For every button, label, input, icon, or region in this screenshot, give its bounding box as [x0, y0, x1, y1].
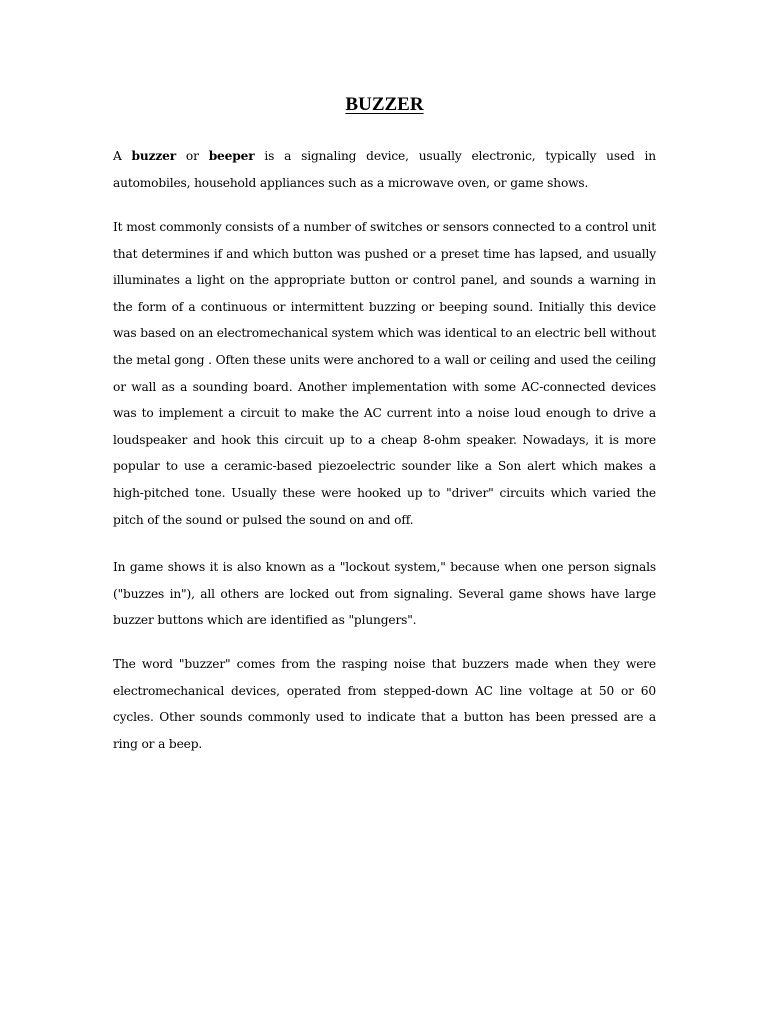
paragraph-definition-text-2: or	[176, 149, 209, 163]
term-beeper: beeper	[208, 149, 255, 163]
paragraph-definition-text-3: is a signaling device, usually electronic, typically used in automobiles, household appliances such as a microwave oven, or game shows.	[113, 149, 656, 190]
paragraph-etymology: The word "buzzer" comes from the rasping noise that buzzers made when they were electromechanical devices, operated from stepped-down AC line voltage at 50 or 60 cycles. Other sounds commonly used to indicate that a button has been pressed are a ring or a beep.	[113, 657, 656, 751]
paragraph-definition-text-1: A	[113, 149, 132, 163]
paragraph-definition	[113, 143, 656, 196]
term-buzzer: buzzer	[131, 149, 177, 163]
document-page	[113, 0, 656, 1024]
paragraph-description: It most commonly consists of a number of switches or sensors connected to a control unit that determines if and which button was pushed or a preset time has lapsed, and usually illuminates a light on the appropriate button or control panel, and sounds a warning in the form of a continuous or intermittent buzzing or beeping sound. Initially this device was based on an electromechanical system which was identical to an electric bell without the metal gong . Often these units were anchored to a wall or ceiling and used the ceiling or wall as a sounding board. Another implementation with some AC-connected devices was to implement a circuit to make the AC current into a noise loud enough to drive a loudspeaker and hook this circuit up to a cheap 8-ohm speaker. Nowadays, it is more popular to use a ceramic-based piezoelectric sounder like a Son alert which makes a high-pitched tone. Usually these were hooked up to "driver" circuits which varied the pitch of the sound or pulsed the sound on and off.	[113, 220, 656, 527]
paragraph-game-shows: In game shows it is also known as a "lockout system," because when one person signals ("buzzes in"), all others are locked out from signaling. Several game shows have large buzzer buttons which are identified as "plungers".	[113, 560, 656, 628]
document-title: BUZZER	[345, 94, 424, 115]
